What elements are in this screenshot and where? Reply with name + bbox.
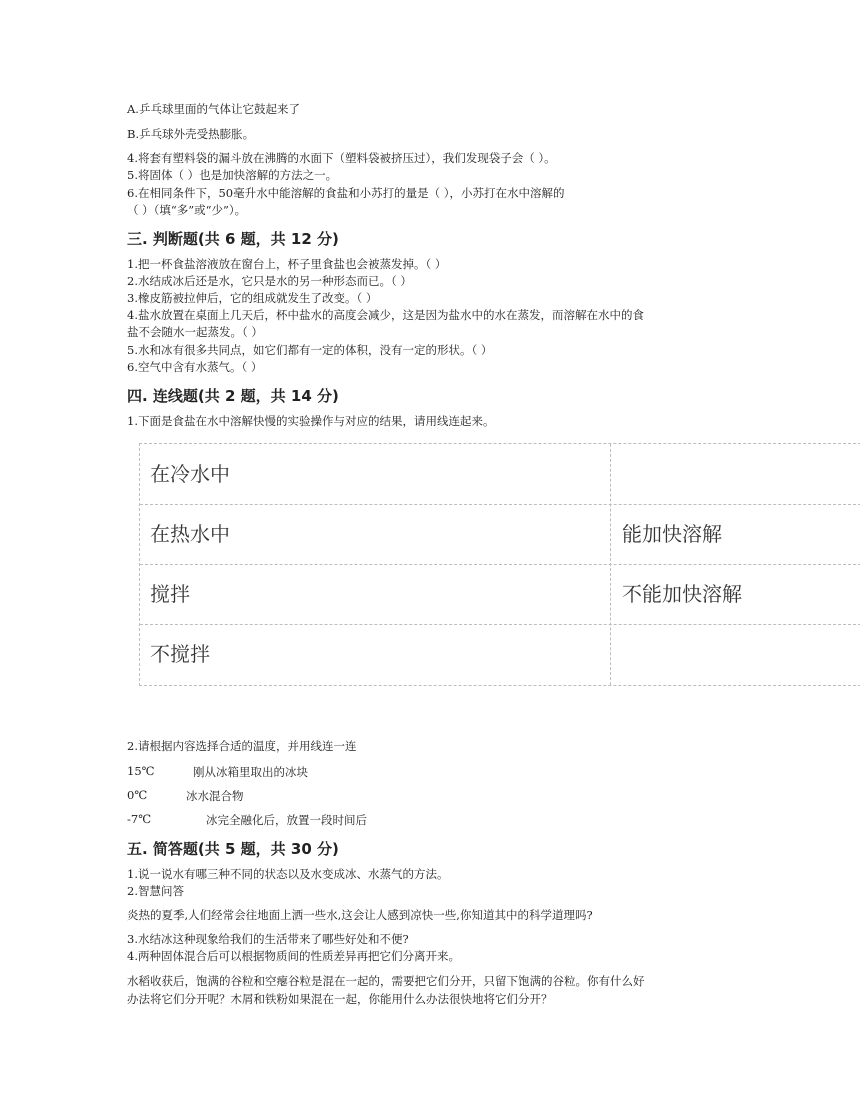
answer-question-1: 1.说一说水有哪三种不同的状态以及水变成冰、水蒸气的方法。 [127, 867, 449, 881]
answer-question-4: 4.两种固体混合后可以根据物质间的性质差异再把它们分离开来。 [127, 949, 460, 963]
answer-question-3: 3.水结冰这种现象给我们的生活带来了哪些好处和不便? [127, 932, 409, 946]
answer-question-4-text-cont: 办法将它们分开呢？木屑和铁粉如果混在一起，你能用什么办法很快地将它们分开？ [127, 992, 553, 1006]
section-heading-matching: 四. 连线题(共 2 题，共 14 分) [127, 387, 339, 405]
matching-table [139, 443, 860, 686]
matching-row [140, 444, 860, 505]
matching-row [140, 564, 860, 625]
temperature-description: 刚从冰箱里取出的冰块 [193, 765, 308, 779]
match-left-cell: 搅拌 [150, 582, 190, 606]
fill-question-5: 5.将固体（ ）也是加快溶解的方法之一。 [127, 168, 338, 182]
matching-row [140, 624, 860, 684]
temperature-description: 冰水混合物 [186, 789, 244, 803]
judge-item-4: 4.盐水放置在桌面上几天后，杯中盐水的高度会减少，这是因为盐水中的水在蒸发，而溶解在水中的食 [127, 308, 644, 322]
judge-item-4-cont: 盐不会随水一起蒸发。（ ） [127, 325, 263, 339]
option-b: B.乒乓球外壳受热膨胀。 [127, 127, 255, 141]
match-question-2: 2.请根据内容选择合适的温度，并用线连一连 [127, 739, 357, 753]
judge-item-3: 3.橡皮筋被拉伸后，它的组成就发生了改变。（ ） [127, 291, 378, 305]
section-heading-short-answer: 五. 简答题(共 5 题，共 30 分) [127, 840, 339, 858]
fill-question-6: 6.在相同条件下，50毫升水中能溶解的食盐和小苏打的量是（ ），小苏打在水中溶解的 [127, 186, 565, 200]
temperature-description: 冰完全融化后，放置一段时间后 [206, 813, 367, 827]
match-left-cell: 在热水中 [150, 522, 230, 546]
fill-question-4: 4.将套有塑料袋的漏斗放在沸腾的水面下（塑料袋被挤压过），我们发现袋子会（ ）。 [127, 151, 556, 165]
answer-question-2: 2.智慧问答 [127, 884, 184, 898]
match-left-cell: 在冷水中 [150, 462, 230, 486]
fill-question-6-cont: （ ）（填“多”或“少”）。 [127, 203, 247, 217]
answer-question-4-text: 水稻收获后，饱满的谷粒和空瘪谷粒是混在一起的，需要把它们分开，只留下饱满的谷粒。你有什么好 [127, 974, 645, 988]
temperature-label: 0℃ [127, 788, 148, 802]
answer-question-2-text: 炎热的夏季,人们经常会往地面上洒一些水,这会让人感到凉快一些,你知道其中的科学道理吗? [127, 908, 593, 922]
option-a: A.乒乓球里面的气体让它鼓起来了 [127, 102, 300, 116]
judge-item-1: 1.把一杯食盐溶液放在窗台上，杯子里食盐也会被蒸发掉。（ ） [127, 257, 447, 271]
temperature-label: 15℃ [127, 764, 155, 778]
judge-item-6: 6.空气中含有水蒸气。（ ） [127, 360, 263, 374]
matching-row [140, 504, 860, 565]
judge-item-2: 2.水结成冰后还是水，它只是水的另一种形态而已。（ ） [127, 274, 412, 288]
judge-item-5: 5.水和冰有很多共同点，如它们都有一定的体积，没有一定的形状。（ ） [127, 343, 493, 357]
match-left-cell: 不搅拌 [150, 642, 210, 666]
section-heading-judgement: 三. 判断题(共 6 题，共 12 分) [127, 230, 339, 248]
match-question-1: 1.下面是食盐在水中溶解快慢的实验操作与对应的结果，请用线连起来。 [127, 414, 495, 428]
match-right-cell: 不能加快溶解 [622, 582, 742, 606]
temperature-label: -7℃ [127, 812, 152, 826]
match-right-cell: 能加快溶解 [622, 522, 722, 546]
